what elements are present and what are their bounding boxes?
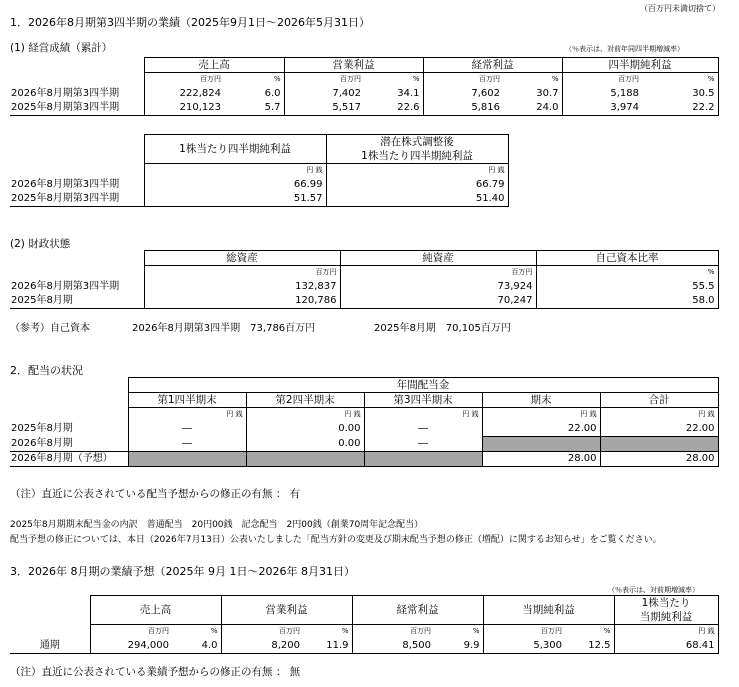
unit-cell: 百万円 <box>144 266 340 280</box>
financial-subtitle: (2) 財政状態 <box>10 238 71 250</box>
shaded-cell <box>128 451 246 466</box>
header-diluted-eps: 潜在株式調整後 1株当たり四半期純利益 <box>326 135 508 164</box>
unit-cell: 円 銭 <box>144 164 326 178</box>
unit-note: （百万円未満切捨て） <box>640 4 720 13</box>
header-operating-profit: 営業利益 <box>221 596 352 625</box>
row-label: 2026年8月期（予想） <box>10 451 128 466</box>
header-q3-end: 第3四半期末 <box>364 393 482 408</box>
forecast-note: （％表示は、対前期増減率） <box>608 586 699 594</box>
row-label: 2025年8月期第3四半期 <box>10 101 144 116</box>
row-label: 通期 <box>10 639 90 654</box>
header-eps: 1株当たり 当期純利益 <box>614 596 718 625</box>
unit-cell: % <box>503 73 562 87</box>
unit-cell: 円 銭 <box>364 408 482 422</box>
table-row: 2026年8月期第3四半期 132,837 73,924 55.5 <box>10 280 718 294</box>
dividend-revision-note: （注）直近に公表されている配当予想からの修正の有無 ： 有 <box>10 488 301 500</box>
results-table <box>10 57 719 116</box>
forecast-table <box>10 595 719 654</box>
table-row: 2025年8月期第3四半期 210,123 5.7 5,517 22.6 5,816 24.0 3,974 22.2 <box>10 101 718 116</box>
unit-cell: 百万円 <box>340 266 536 280</box>
header-eps: 1株当たり四半期純利益 <box>144 135 326 164</box>
header-year-end: 期末 <box>482 393 600 408</box>
dividend-breakdown: 2025年8月期期末配当金の内訳 普通配当 20円00銭 記念配当 2円00銭（創業70周年記念配当） <box>10 520 424 530</box>
unit-cell: 円 銭 <box>614 625 718 639</box>
eps-table <box>10 134 509 207</box>
reference-equity-current: 2026年8月期第3四半期 73,786百万円 <box>132 323 316 334</box>
unit-cell: % <box>172 625 221 639</box>
header-q2-end: 第2四半期末 <box>246 393 364 408</box>
unit-cell: 百万円 <box>423 73 503 87</box>
unit-cell: 百万円 <box>483 625 565 639</box>
section3-title: 3．2026年 8月期の業績予想（2025年 9月 1日～2026年 8月31日） <box>10 565 355 578</box>
header-annual-dividend: 年間配当金 <box>128 378 718 393</box>
header-equity-ratio: 自己資本比率 <box>536 251 718 266</box>
header-total: 合計 <box>600 393 718 408</box>
unit-cell: 円 銭 <box>482 408 600 422</box>
table-row: 2026年8月期第3四半期 222,824 6.0 7,402 34.1 7,602 30.7 5,188 30.5 <box>10 87 718 101</box>
row-label: 2025年8月期 <box>10 422 128 437</box>
unit-cell: 百万円 <box>90 625 172 639</box>
header-sales: 売上高 <box>90 596 221 625</box>
table-row: 2025年8月期 120,786 70,247 58.0 <box>10 294 718 309</box>
unit-cell: 円 銭 <box>600 408 718 422</box>
row-label: 2025年8月期 <box>10 294 144 309</box>
unit-cell: % <box>536 266 718 280</box>
row-label: 2025年8月期第3四半期 <box>10 192 144 207</box>
unit-cell: % <box>642 73 718 87</box>
shaded-cell <box>246 451 364 466</box>
unit-cell: % <box>224 73 284 87</box>
header-total-assets: 総資産 <box>144 251 340 266</box>
table-row: 2026年8月期第3四半期 66.99 66.79 <box>10 178 508 192</box>
unit-cell: % <box>364 73 423 87</box>
unit-cell: 百万円 <box>284 73 364 87</box>
row-label: 2026年8月期第3四半期 <box>10 178 144 192</box>
table-row: 2026年8月期（予想） 28.00 28.00 <box>10 451 718 466</box>
shaded-cell <box>600 436 718 451</box>
row-label: 2026年8月期 <box>10 436 128 451</box>
unit-cell: 円 銭 <box>326 164 508 178</box>
results-subtitle: (1) 経営成績（累計） <box>10 42 113 54</box>
row-label: 2026年8月期第3四半期 <box>10 280 144 294</box>
dividend-revision-text: 配当予想の修正については、本日（2026年7月13日）公表いたしました「配当方針の変更及び期末配当予想の修正（増配）に関するお知らせ」をご覧ください。 <box>10 535 662 545</box>
blank-cell <box>10 58 144 73</box>
table-row: 2025年8月期 ― 0.00 ― 22.00 22.00 <box>10 422 718 437</box>
financial-table <box>10 250 719 309</box>
dividend-table <box>10 377 719 467</box>
header-net-assets: 純資産 <box>340 251 536 266</box>
unit-cell: 円 銭 <box>128 408 246 422</box>
header-operating-profit: 営業利益 <box>284 58 423 73</box>
unit-cell: % <box>565 625 614 639</box>
header-ordinary-profit: 経常利益 <box>423 58 562 73</box>
header-sales: 売上高 <box>144 58 284 73</box>
table-row: 2025年8月期第3四半期 51.57 51.40 <box>10 192 508 207</box>
unit-cell: 百万円 <box>221 625 303 639</box>
forecast-revision-note: （注）直近に公表されている業績予想からの修正の有無 ： 無 <box>10 666 301 678</box>
reference-label: （参考）自己資本 <box>10 323 90 334</box>
header-net-profit: 当期純利益 <box>483 596 614 625</box>
unit-cell: 百万円 <box>562 73 642 87</box>
table-row: 2026年8月期 ― 0.00 ― <box>10 436 718 451</box>
unit-cell: 円 銭 <box>246 408 364 422</box>
unit-cell: % <box>303 625 352 639</box>
header-q1-end: 第1四半期末 <box>128 393 246 408</box>
shaded-cell <box>364 451 482 466</box>
reference-equity-prior: 2025年8月期 70,105百万円 <box>374 323 511 334</box>
results-note: （％表示は、対前年同四半期増減率） <box>565 45 684 53</box>
unit-cell: 百万円 <box>144 73 224 87</box>
header-net-profit: 四半期純利益 <box>562 58 718 73</box>
section1-title: 1．2026年8月期第3四半期の業績（2025年9月1日～2026年5月31日） <box>10 16 370 29</box>
shaded-cell <box>482 436 600 451</box>
unit-cell: 百万円 <box>352 625 434 639</box>
row-label: 2026年8月期第3四半期 <box>10 87 144 101</box>
table-row: 通期 294,000 4.0 8,200 11.9 8,500 9.9 5,300 12.5 68.41 <box>10 639 718 654</box>
header-ordinary-profit: 経常利益 <box>352 596 483 625</box>
section2-title: 2．配当の状況 <box>10 364 83 377</box>
unit-cell: % <box>434 625 483 639</box>
